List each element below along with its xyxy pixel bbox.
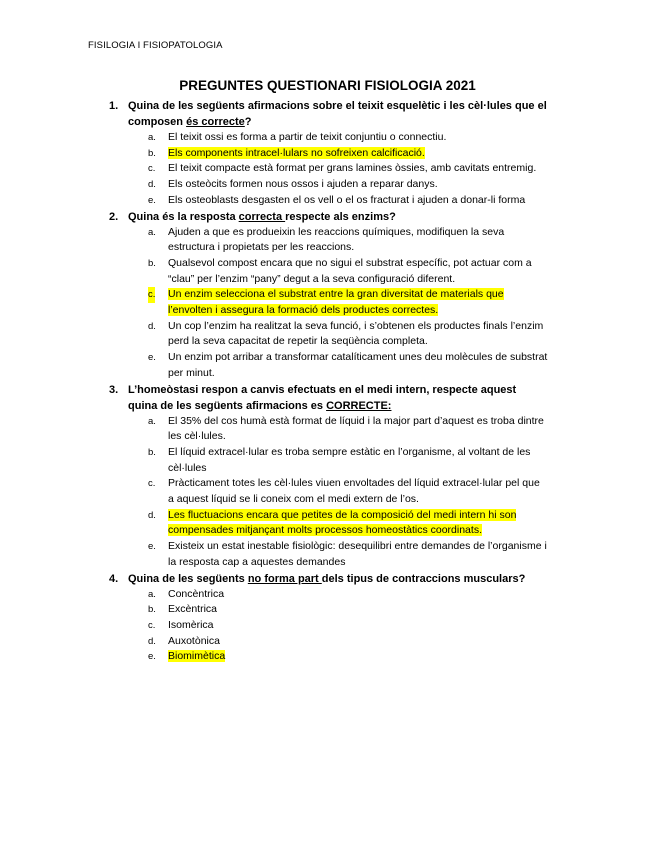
answer-option	[148, 634, 548, 650]
answer-option	[148, 161, 548, 177]
question-emphasis: CORRECTE:	[326, 399, 392, 412]
option-text: Els osteoblasts desgasten el os vell o el os fracturat i ajuden a donar-li forma	[168, 193, 526, 206]
question-stem: Quina és la resposta	[128, 210, 239, 223]
option-text: Existeix un estat inestable fisiològic: desequilibri entre demandes de l’organisme i la resposta cap a aquestes demandes	[168, 540, 547, 568]
question-number: 4.	[109, 572, 119, 585]
option-text: Concèntrica	[168, 587, 225, 600]
question-number: 2.	[109, 210, 119, 223]
option-letter: b.	[148, 147, 156, 159]
option-text-highlighted: Un enzim selecciona el substrat entre la gran diversitat de materials que l’envolten i assegura la formació dels productes correctes.	[168, 288, 504, 317]
running-header: FISILOGIA I FISIOPATOLOGIA	[88, 40, 223, 51]
answer-option	[148, 225, 548, 256]
question-stem-end: respecte als enzims?	[285, 210, 396, 223]
question-2	[0, 209, 655, 382]
option-letter: e.	[148, 194, 156, 206]
option-text: El líquid extracel·lular es troba sempre estàtic en l’organisme, al voltant de les cèl·lules	[168, 445, 531, 474]
answer-option	[148, 414, 548, 445]
option-letter: d.	[148, 509, 156, 521]
option-letter: e.	[148, 651, 156, 663]
option-text: El 35% del cos humà està format de líquid i la major part d’aquest es troba dintre les cèl·lules.	[168, 414, 544, 443]
answer-option	[148, 587, 548, 603]
question-4	[0, 571, 655, 666]
option-letter: e.	[148, 541, 156, 553]
option-text: Ajuden a que es produeixin les reaccions químiques, modifiquen la seva estructura i propietats per les reaccions.	[168, 225, 505, 254]
answer-option	[148, 445, 548, 476]
question-stem: Quina de les següents afirmacions sobre el teixit esquelètic i les cèl·lules que el composen	[128, 100, 547, 128]
question-stem-end: dels tipus de contraccions musculars?	[321, 572, 526, 585]
option-text: El teixit compacte està format per grans lamines òssies, amb cavitats entremig.	[168, 162, 537, 175]
option-text: Un cop l’enzim ha realitzat la seva funció, i s’obtenen els productes finals l’enzim perd la seva capacitat de repetir la seqüència completa.	[168, 319, 544, 348]
answer-option	[148, 130, 548, 146]
option-text: Isomèrica	[168, 618, 214, 631]
question-text	[109, 382, 548, 414]
option-text: Pràcticament totes les cèl·lules viuen envoltades del líquid extracel·lular pel que a aquest líquid se li coneix com el medi extern de l’os.	[168, 477, 540, 506]
option-letter: c.	[148, 478, 156, 490]
question-stem-end: ?	[244, 116, 252, 128]
page-title: PREGUNTES QUESTIONARI FISIOLOGIA 2021	[179, 78, 476, 93]
option-text: Un enzim pot arribar a transformar catalíticament unes deu molècules de substrat per minut.	[168, 351, 548, 379]
option-letter: d.	[148, 635, 156, 647]
answer-option	[148, 193, 548, 209]
question-emphasis: correcta	[238, 210, 286, 223]
answer-option	[148, 319, 548, 350]
question-number: 3.	[109, 383, 119, 396]
option-letter: a.	[148, 415, 156, 427]
option-letter: b.	[148, 446, 156, 458]
answer-option	[148, 256, 548, 287]
option-text-highlighted: Els components intracel·lulars no sofreixen calcificació.	[168, 146, 425, 159]
option-letter: d.	[148, 179, 156, 191]
question-emphasis: no forma part	[247, 572, 322, 585]
option-text-highlighted: Les fluctuacions encara que petites de la composició del medi intern hi son compensades mitjançant molts processos homeostàtics coordinats.	[168, 508, 517, 537]
option-text-highlighted: Biomimètica	[168, 650, 226, 663]
option-letter: a.	[148, 132, 156, 143]
answer-option-correct	[148, 146, 548, 162]
answer-option	[148, 539, 548, 570]
question-1	[0, 98, 655, 209]
question-emphasis: és correcte	[186, 116, 245, 128]
question-text	[109, 98, 548, 130]
question-number: 1.	[109, 100, 119, 112]
question-stem: Quina de les següents	[128, 572, 248, 585]
option-letter: c.	[148, 619, 156, 631]
answer-option-correct	[148, 287, 548, 318]
question-3	[0, 382, 655, 571]
option-letter: a.	[148, 226, 156, 238]
option-letter: b.	[148, 604, 156, 616]
answer-option-correct	[148, 508, 548, 539]
answer-option-correct	[148, 649, 548, 665]
option-text: Qualsevol compost encara que no sigui el substrat específic, pot actuar com a “clau” per l’enzim “pany” degut a la seva configuració diferent.	[168, 256, 532, 285]
option-letter: a.	[148, 588, 156, 600]
option-letter: b.	[148, 257, 156, 269]
option-letter: e.	[148, 352, 156, 364]
question-list	[0, 98, 655, 665]
answer-option	[148, 602, 548, 618]
question-text	[109, 209, 548, 225]
option-letter: c.	[148, 163, 156, 175]
question-text	[109, 571, 548, 587]
question-stem: L’homeòstasi respon a canvis efectuats en el medi intern, respecte aquest quina de les següents afirmacions es	[128, 383, 517, 412]
answer-option	[148, 177, 548, 193]
option-text: Auxotònica	[168, 634, 220, 647]
option-letter: c.	[148, 287, 155, 303]
option-text: Excèntrica	[168, 603, 218, 616]
answer-option	[148, 350, 548, 381]
answer-option	[148, 618, 548, 634]
answer-option	[148, 476, 548, 507]
option-text: Els osteòcits formen nous ossos i ajuden a reparar danys.	[168, 178, 438, 191]
option-letter: d.	[148, 320, 156, 332]
option-text: El teixit ossi es forma a partir de teixit conjuntiu o connectiu.	[168, 131, 447, 143]
